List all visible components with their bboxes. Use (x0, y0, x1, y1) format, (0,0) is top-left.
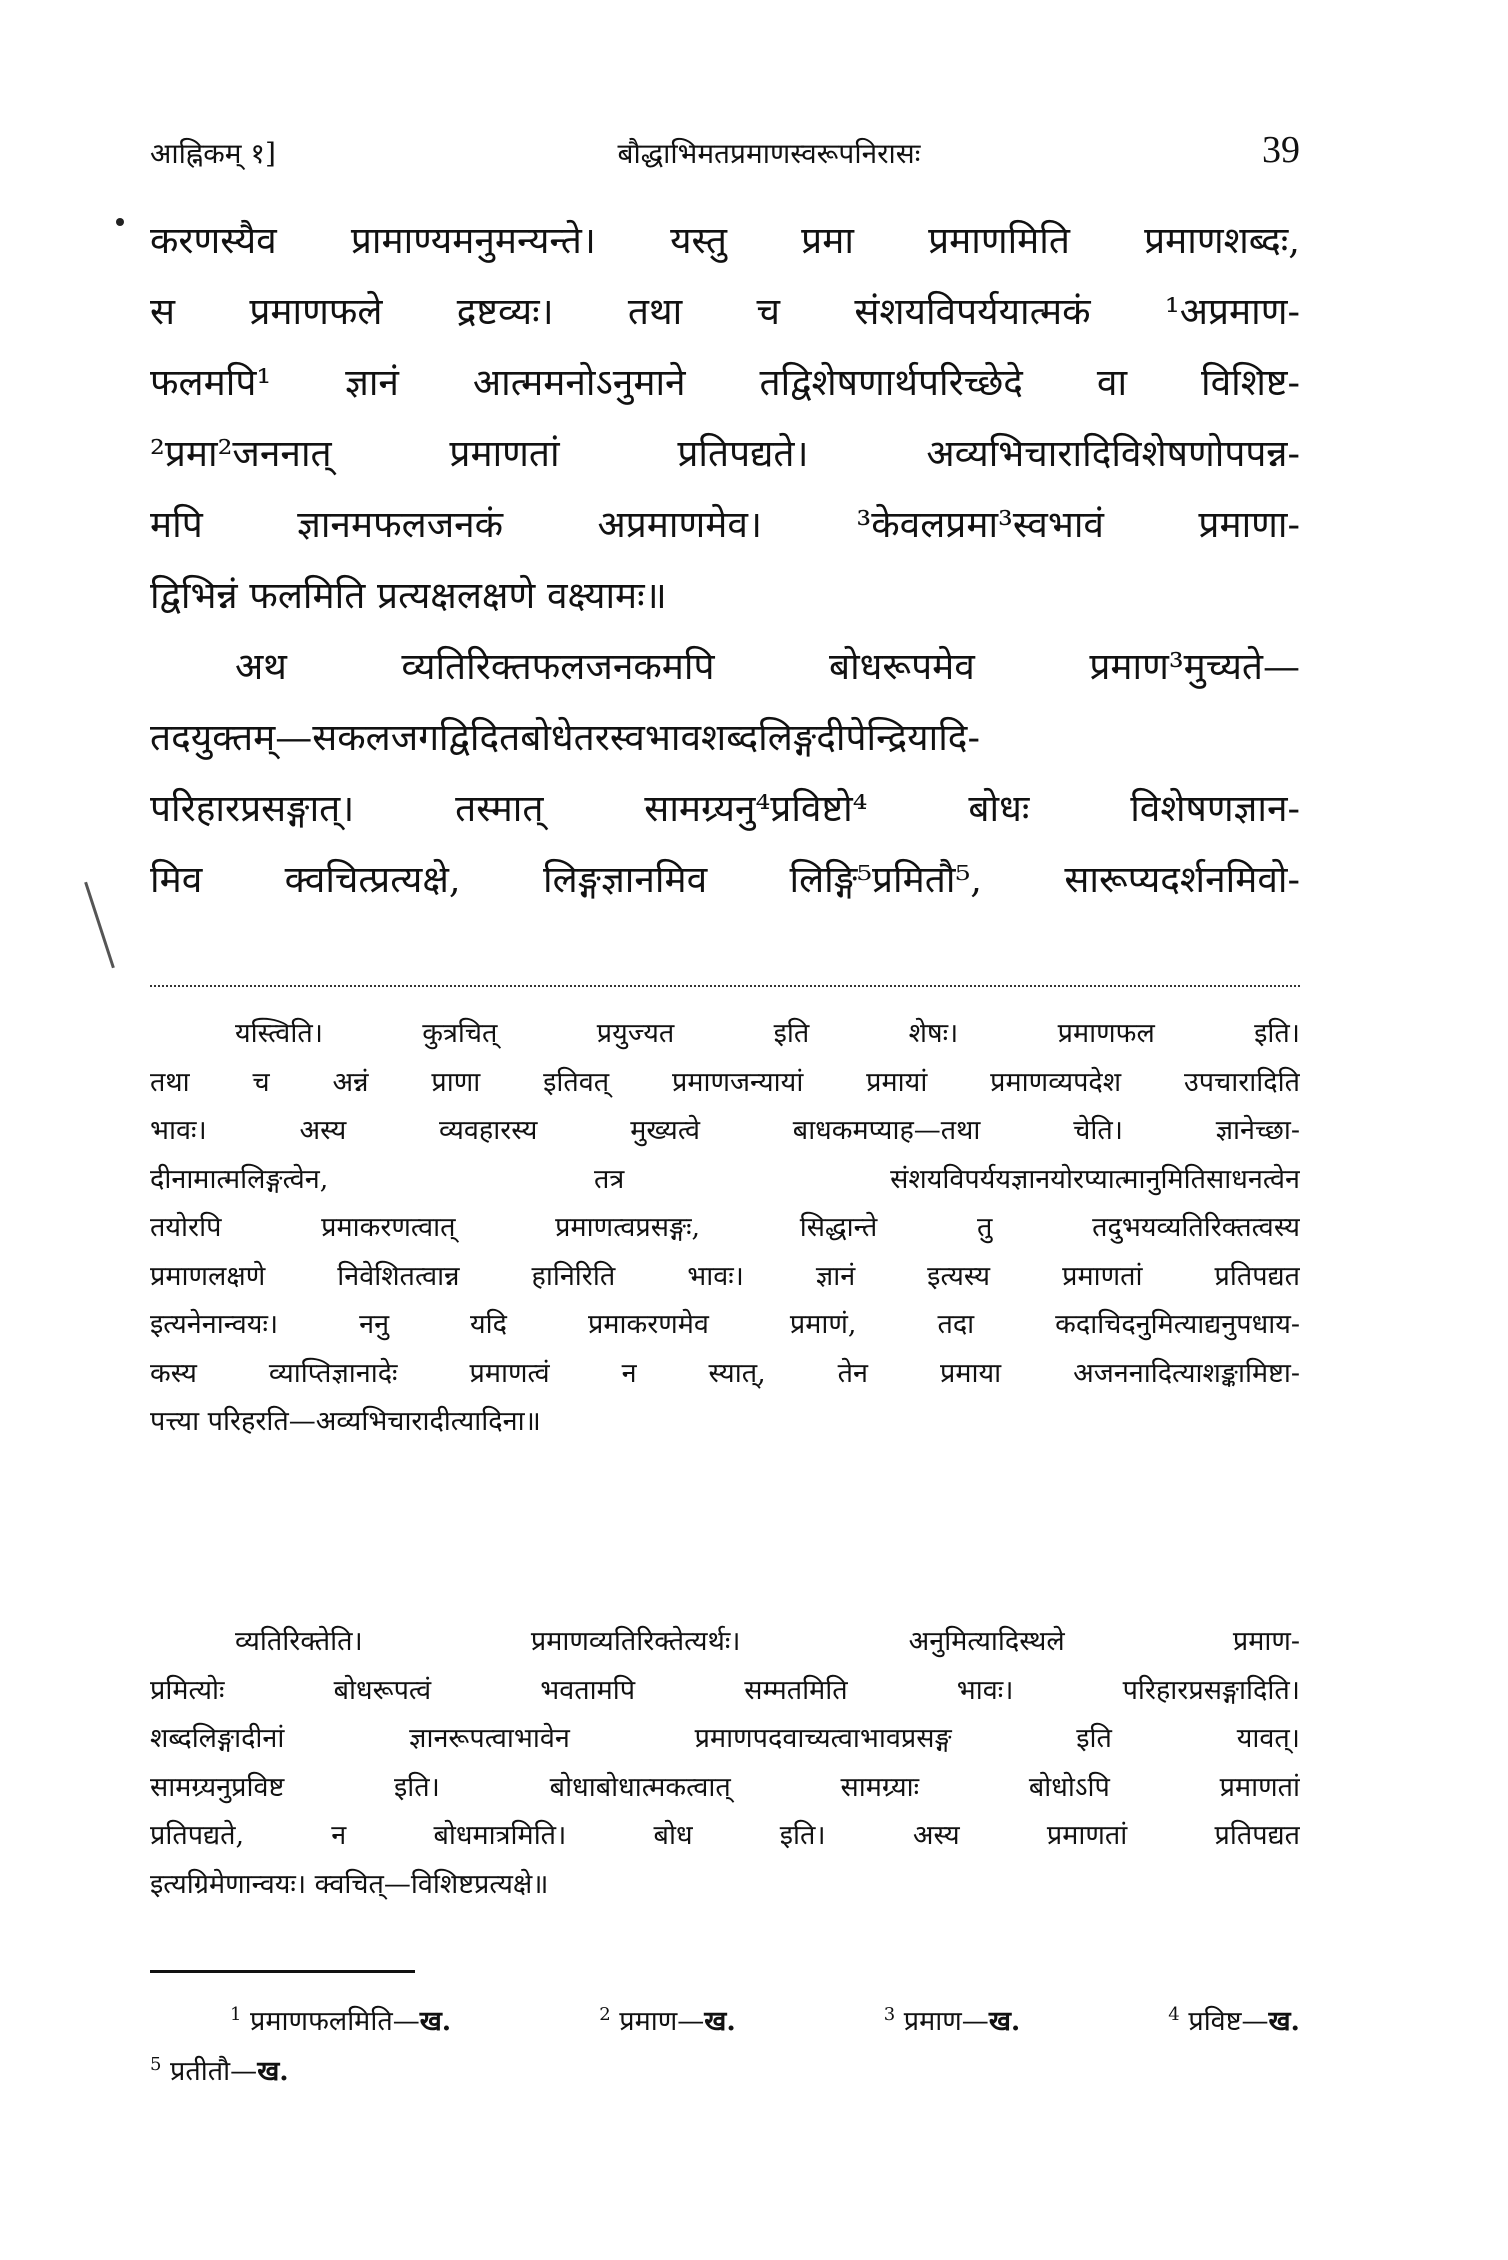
main-line: अथ व्यतिरिक्तफलजनकमपि बोधरूपमेव प्रमाण³मुच्यते— (235, 645, 1300, 688)
running-header (150, 112, 1300, 172)
footnotes (150, 1990, 1300, 2090)
commentary-line: तथा च अन्नं प्राणा इतिवत् प्रमाणजन्यायां प्रमायां प्रमाणव्यपदेश उपचारादिति (150, 1066, 1300, 1098)
main-line: मिव क्वचित्प्रत्यक्षे, लिङ्गज्ञानमिव लिङ्गि⁵प्रमितौ⁵, सारूप्यदर्शनमिवो- (150, 858, 1300, 901)
margin-mark (84, 882, 115, 969)
main-line: स प्रमाणफले द्रष्टव्यः। तथा च संशयविपर्ययात्मकं ¹अप्रमाण- (150, 290, 1300, 333)
commentary-line: पत्त्या परिहरति—अव्यभिचारादीत्यादिना॥ (150, 1406, 541, 1437)
main-line: तदयुक्तम्—सकलजगद्विदितबोधेतरस्वभावशब्दलिङ्गदीपेन्द्रियादि- (150, 716, 980, 759)
chapter-label: आह्निकम् १] (150, 137, 276, 170)
commentary-line: शब्दलिङ्गादीनां ज्ञानरूपत्वाभावेन प्रमाणपदवाच्यत्वाभावप्रसङ्ग इति यावत्। (150, 1723, 1300, 1754)
main-text (150, 205, 1300, 915)
commentary-block-2 (150, 1618, 1300, 1909)
footnote-1: $^1$ प्रमाणफलमिति—ख. (230, 2004, 452, 2037)
commentary-line: यस्त्विति। कुत्रचित् प्रयुज्यत इति शेषः। प्रमाणफल इति। (235, 1018, 1300, 1049)
main-line: मपि ज्ञानमफलजनकं अप्रमाणमेव। ³केवलप्रमा³स्वभावं प्रमाणा- (150, 503, 1300, 546)
footnote-2: $^2$ प्रमाण—ख. (599, 2004, 736, 2037)
commentary-line: कस्य व्याप्तिज्ञानादेः प्रमाणत्वं न स्यात्, तेन प्रमाया अजननादित्याशङ्कामिष्टा- (150, 1357, 1300, 1389)
footnote-rule (150, 1970, 415, 1973)
commentary-line: प्रमित्योः बोधरूपत्वं भवतामपि सम्मतमिति भावः। परिहारप्रसङ्गादिति। (150, 1674, 1300, 1706)
commentary-line: प्रतिपद्यते, न बोधमात्रमिति। बोध इति। अस्य प्रमाणतां प्रतिपद्यत (150, 1820, 1300, 1851)
main-line: द्विभिन्नं फलमिति प्रत्यक्षलक्षणे वक्ष्यामः॥ (150, 574, 667, 617)
footnote-4: $^4$ प्रविष्ट—ख. (1168, 2004, 1300, 2037)
text-commentary-divider (150, 985, 1300, 987)
commentary-line: दीनामात्मलिङ्गत्वेन, तत्र संशयविपर्ययज्ञानयोरप्यात्मानुमितिसाधनत्वेन (150, 1163, 1300, 1195)
commentary-block-1 (150, 1010, 1300, 1447)
main-line: करणस्यैव प्रामाण्यमनुमन्यन्ते। यस्तु प्रमा प्रमाणमिति प्रमाणशब्दः, (150, 219, 1300, 262)
commentary-line: सामग्र्यनुप्रविष्ट इति। बोधाबोधात्मकत्वात् सामग्र्याः बोधोऽपि प्रमाणतां (150, 1771, 1300, 1803)
scan-speck (116, 218, 124, 226)
commentary-line: तयोरपि प्रमाकरणत्वात् प्रमाणत्वप्रसङ्गः, सिद्धान्ते तु तदुभयव्यतिरिक्तत्वस्य (150, 1212, 1300, 1243)
commentary-line: भावः। अस्य व्यवहारस्य मुख्यत्वे बाधकमप्याह—तथा चेति। ज्ञानेच्छा- (150, 1115, 1300, 1146)
commentary-line: इत्यग्रिमेणान्वयः। क्वचित्—विशिष्टप्रत्यक्षे॥ (150, 1868, 549, 1900)
section-title: बौद्धाभिमतप्रमाणस्वरूपनिरासः (617, 137, 921, 170)
commentary-line: व्यतिरिक्तेति। प्रमाणव्यतिरिक्तेत्यर्थः। अनुमित्यादिस्थले प्रमाण- (235, 1626, 1300, 1657)
footnote-3: $^3$ प्रमाण—ख. (883, 2004, 1021, 2037)
commentary-line: प्रमाणलक्षणे निवेशितत्वान्न हानिरिति भावः। ज्ञानं इत्यस्य प्रमाणतां प्रतिपद्यत (150, 1260, 1300, 1292)
main-line: ²प्रमा²जननात् प्रमाणतां प्रतिपद्यते। अव्यभिचारादिविशेषणोपपन्न- (150, 432, 1300, 475)
page-number: 39 (1262, 129, 1300, 171)
main-line: फलमपि¹ ज्ञानं आत्ममनोऽनुमाने तद्विशेषणार्थपरिच्छेदे वा विशिष्ट- (150, 361, 1300, 404)
footnote-5: $^5$ प्रतीतौ—ख. (150, 2054, 289, 2087)
commentary-line: इत्यनेनान्वयः। ननु यदि प्रमाकरणमेव प्रमाणं, तदा कदाचिदनुमित्याद्यनुपधाय- (150, 1309, 1300, 1340)
main-line: परिहारप्रसङ्गात्। तस्मात् सामग्र्यनु⁴प्रविष्टो⁴ बोधः विशेषणज्ञान- (150, 787, 1300, 830)
